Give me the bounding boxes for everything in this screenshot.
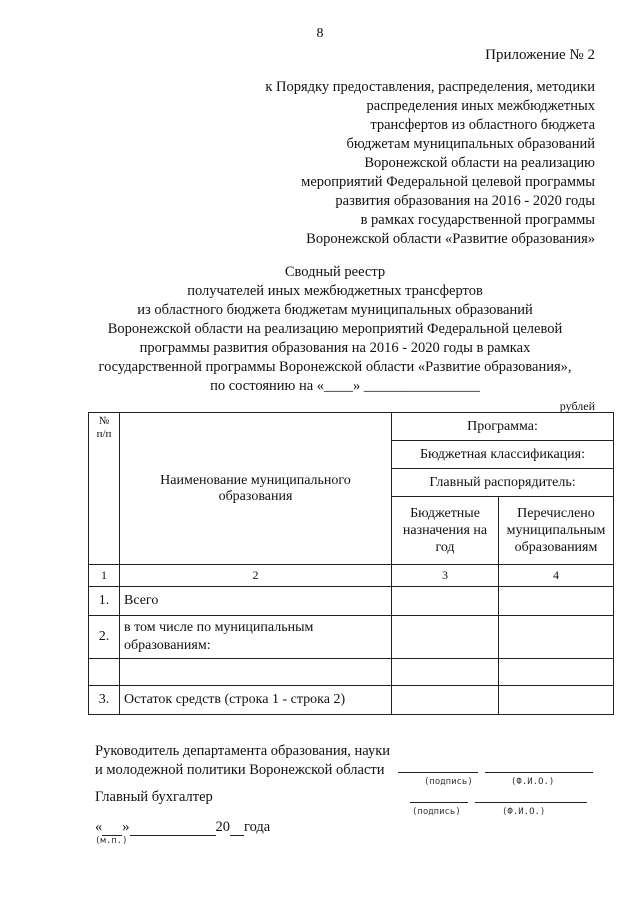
table-row: [89, 659, 614, 686]
row-allocation: [392, 616, 499, 659]
head-title-line: и молодежной политики Воронежской области: [95, 762, 385, 778]
approval-line: Воронежской области на реализацию: [364, 155, 595, 171]
title-line: программы развития образования на 2016 - 2020 годы в рамках: [139, 340, 531, 356]
header-budget-classification: Бюджетная классификация:: [392, 441, 614, 469]
title-line: государственной программы Воронежской области «Развитие образования»,: [98, 359, 572, 375]
title-line: из областного бюджета бюджетам муниципальных образований: [137, 302, 533, 318]
signature-line-head: [398, 772, 478, 773]
stamp-place: (м.п.): [95, 836, 128, 846]
registry-table: [88, 412, 614, 715]
col-number: 2: [120, 565, 392, 587]
fio-label-head: (Ф.И.О.): [511, 777, 555, 787]
head-signatory: [95, 742, 390, 780]
row-transferred: [499, 587, 614, 616]
header-budget-allocation: Бюджетные назначения на год: [392, 497, 499, 565]
table-row: [89, 587, 614, 616]
approval-reference: [175, 78, 595, 249]
title-line: Воронежской области на реализацию мероприятий Федеральной целевой: [107, 321, 563, 337]
as-of-date: по состоянию на «____» ________________: [210, 378, 480, 394]
header-program: Программа:: [392, 413, 614, 441]
signing-date: « » 20 года: [95, 819, 271, 835]
sign-label-head: (подпись): [424, 777, 473, 787]
row-number: [89, 659, 120, 686]
row-number: 1.: [89, 587, 120, 616]
fio-line-accountant: [475, 802, 587, 803]
approval-line: распределения иных межбюджетных: [366, 98, 595, 114]
chief-accountant: Главный бухгалтер: [95, 789, 213, 805]
row-allocation: [392, 587, 499, 616]
table-row: [89, 686, 614, 715]
row-name: Всего: [120, 587, 392, 616]
approval-line: развития образования на 2016 - 2020 годы: [335, 193, 595, 209]
fio-line-head: [485, 772, 593, 773]
row-name: в том числе по муниципальным образованиям:: [120, 616, 392, 659]
row-name: [120, 659, 392, 686]
approval-line: к Порядку предоставления, распределения, методики: [265, 79, 595, 95]
approval-line: в рамках государственной программы: [360, 212, 595, 228]
header-transferred: Перечислено муниципальным образованиям: [499, 497, 614, 565]
row-transferred: [499, 686, 614, 715]
signature-line-accountant: [410, 802, 468, 803]
approval-line: Воронежской области «Развитие образования»: [306, 231, 595, 247]
approval-line: бюджетам муниципальных образований: [346, 136, 595, 152]
header-name: Наименование муниципального образования: [120, 413, 392, 565]
currency-unit: рублей: [559, 399, 595, 413]
row-transferred: [499, 616, 614, 659]
approval-line: трансфертов из областного бюджета: [370, 117, 595, 133]
title-line: получателей иных межбюджетных трансфертов: [187, 283, 483, 299]
header-main-manager: Главный распорядитель:: [392, 469, 614, 497]
table-row: [89, 616, 614, 659]
row-number: 2.: [89, 616, 120, 659]
document-title: [50, 263, 620, 396]
row-number: 3.: [89, 686, 120, 715]
row-transferred: [499, 659, 614, 686]
page-number: 8: [316, 26, 324, 41]
col-number: 3: [392, 565, 499, 587]
appendix-label: Приложение № 2: [485, 47, 595, 63]
title-line: Сводный реестр: [284, 264, 386, 280]
row-allocation: [392, 686, 499, 715]
col-number: 1: [89, 565, 120, 587]
row-name: Остаток средств (строка 1 - строка 2): [120, 686, 392, 715]
fio-label-accountant: (Ф.И.О.): [502, 807, 546, 817]
header-number: № п/п: [89, 413, 120, 565]
row-allocation: [392, 659, 499, 686]
head-title-line: Руководитель департамента образования, науки: [95, 743, 391, 759]
col-number: 4: [499, 565, 614, 587]
approval-line: мероприятий Федеральной целевой программы: [301, 174, 595, 190]
sign-label-accountant: (подпись): [412, 807, 461, 817]
